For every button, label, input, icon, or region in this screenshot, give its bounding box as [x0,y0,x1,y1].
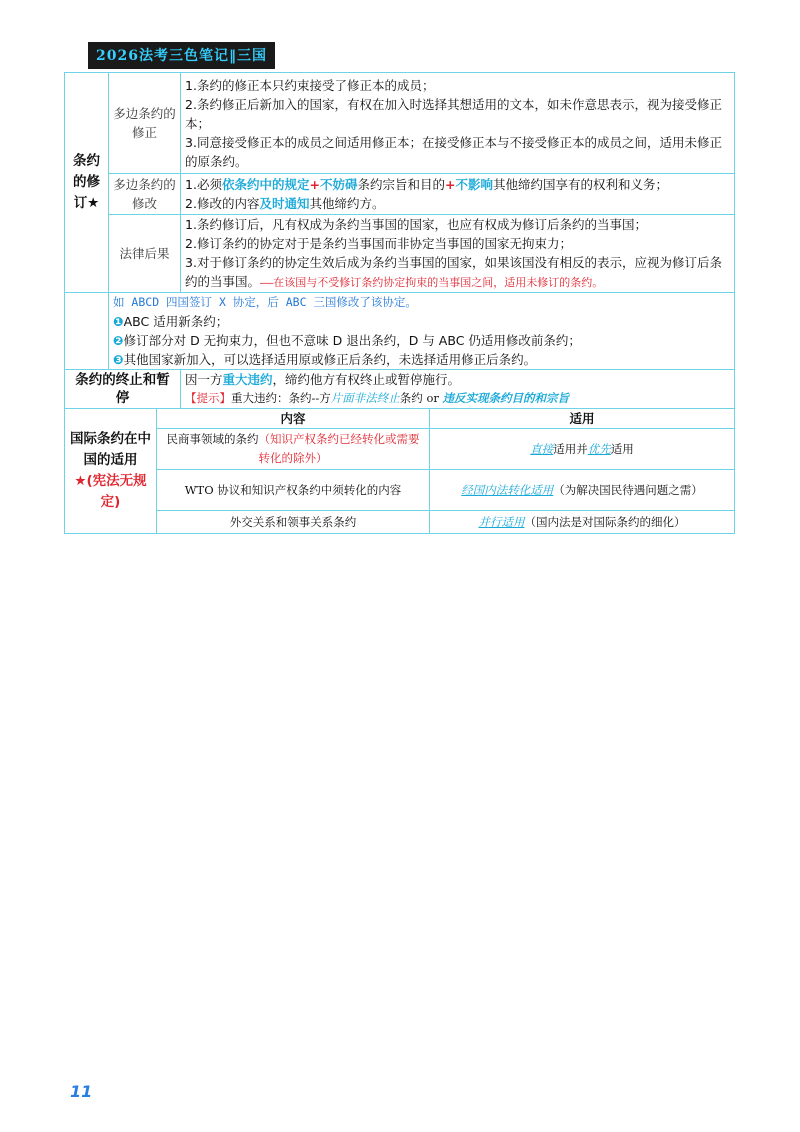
application-apply-cell [430,429,735,470]
section-label-revision: 条约的修订★ [65,73,109,293]
termination-content [181,370,735,409]
modification-item-2 [185,194,730,213]
row-termination [65,370,735,409]
application-apply-cell [430,470,735,511]
multilateral-revision-content [181,73,735,174]
highlight-material-breach: 重大违约 [222,372,273,387]
section-label-termination: 条约的终止和暂停 [65,370,181,409]
revision-item-3: 3.同意接受修正本的成员之间适用修正本；在接受修正本与不接受修正本的成员之间，适用未修正的原条约。 [185,134,722,169]
plus-sign: + [309,177,320,192]
application-content-cell: 外交关系和领事关系条约 [157,511,430,534]
application-content-cell: WTO 协议和知识产权条约中须转化的内容 [157,470,430,511]
multilateral-modification-content [181,174,735,215]
text-segment: 重大违约：条约--方 [231,391,331,405]
text-segment: 因一方 [185,372,223,387]
revision-item-2: 2.条约修正后新加入的国家，有权在加入时选择其想适用的文本，如未作意思表示，视为接受修正本； [185,96,722,131]
text-segment: 适用 [610,441,634,456]
row-multilateral-revision [65,73,735,174]
sub-label-multilateral-modification: 多边条约的修改 [109,174,181,215]
highlight-rule: 依条约中的规定 [221,177,310,192]
highlight-transform: 经国内法转化适用 [461,482,554,497]
example-item-1 [113,312,730,331]
highlight-notify: 及时通知 [259,196,310,211]
legal-item-3 [185,253,730,292]
highlight-direct: 直接 [530,441,554,456]
text-segment: 其他缔约国享有的权利和义务； [492,177,668,192]
termination-tip [185,389,730,408]
exception-note: （知识产权条约已经转化或需要转化的除外） [258,432,420,465]
text-segment: 其他国家新加入，可以选择适用原或修正后条约，未选择适用修正后条约。 [123,352,537,367]
termination-line-1 [185,370,730,389]
application-star-note: ★(宪法无规定) [74,473,147,510]
page-number: 11 [70,1082,93,1101]
text-segment: 其他缔约方。 [309,196,385,211]
application-row [65,429,735,470]
text-segment: 条约宗旨和目的 [357,177,445,192]
application-row [65,470,735,511]
revision-item-1: 1.条约的修正本只约束接受了修正本的成员； [185,77,435,93]
application-title: 国际条约在中国的适用 [70,431,151,468]
example-item-3 [113,350,730,369]
highlight-parallel: 并行适用 [478,514,525,529]
highlight-violate-purpose: 违反实现条约目的和宗旨 [442,391,570,405]
text-segment: 条约 or [399,391,443,405]
sub-label-multilateral-revision: 多边条约的修正 [109,73,181,174]
highlight-priority: 优先 [587,441,611,456]
row-legal-consequences [65,215,735,293]
tip-label: 【提示】 [185,391,232,405]
text-segment: 3.对于修订条约的协定生效后成为条约当事国的国家，如果该国没有相反的表示，应视为修订后条约的当事国。 [185,255,722,289]
circled-number: ❸ [113,352,124,367]
circled-number: ❷ [113,333,124,348]
highlight-no-hinder: 不妨碍 [319,177,358,192]
text-segment: （为解决国民待遇问题之需） [553,482,703,497]
col-header-content: 内容 [157,409,430,429]
text-segment: 民商事领域的条约 [166,432,259,446]
row-example [65,293,735,370]
section-label-application [65,409,157,534]
empty-cell [65,293,109,370]
col-header-apply: 适用 [430,409,735,429]
example-content [109,293,735,370]
text-segment: （国内法是对国际条约的细化） [524,514,686,529]
legal-item-1: 1.条约修订后，凡有权成为条约当事国的国家，也应有权成为修订后条约的当事国； [185,217,647,232]
row-multilateral-modification [65,174,735,215]
row-application-header [65,409,735,429]
text-segment: 2.修改的内容 [185,196,260,211]
highlight-no-affect: 不影响 [455,177,493,192]
circled-number: ❶ [113,314,124,329]
legal-consequences-content [181,215,735,293]
handwritten-note: ——在该国与不受修订条约协定拘束的当事国之间，适用未修订的条约。 [260,276,604,289]
text-segment: ABC 适用新条约； [123,314,229,329]
text-segment: ，缔约他方有权终止或暂停施行。 [272,372,461,387]
highlight-unilateral: 片面非法终止 [330,391,400,405]
modification-item-1 [185,175,730,194]
text-segment: 修订部分对 D 无拘束力，但也不意味 D 退出条约，D 与 ABC 仍适用修改前条约； [123,333,581,348]
application-apply-cell [430,511,735,534]
application-content-cell [157,429,430,470]
example-item-2 [113,331,730,350]
page-header-title: 2026法考三色笔记‖三国 [88,42,275,69]
sub-label-legal-consequences: 法律后果 [109,215,181,293]
text-segment: 适用并 [553,441,588,456]
plus-sign: + [444,177,456,192]
legal-item-2: 2.修订条约的协定对于是条约当事国而非协定当事国的国家无拘束力； [185,236,572,251]
text-segment: 1.必须 [185,177,222,192]
application-row [65,511,735,534]
example-intro: 如 ABCD 四国签订 X 协定，后 ABC 三国修改了该协定。 [113,295,417,309]
notes-table [64,72,735,534]
